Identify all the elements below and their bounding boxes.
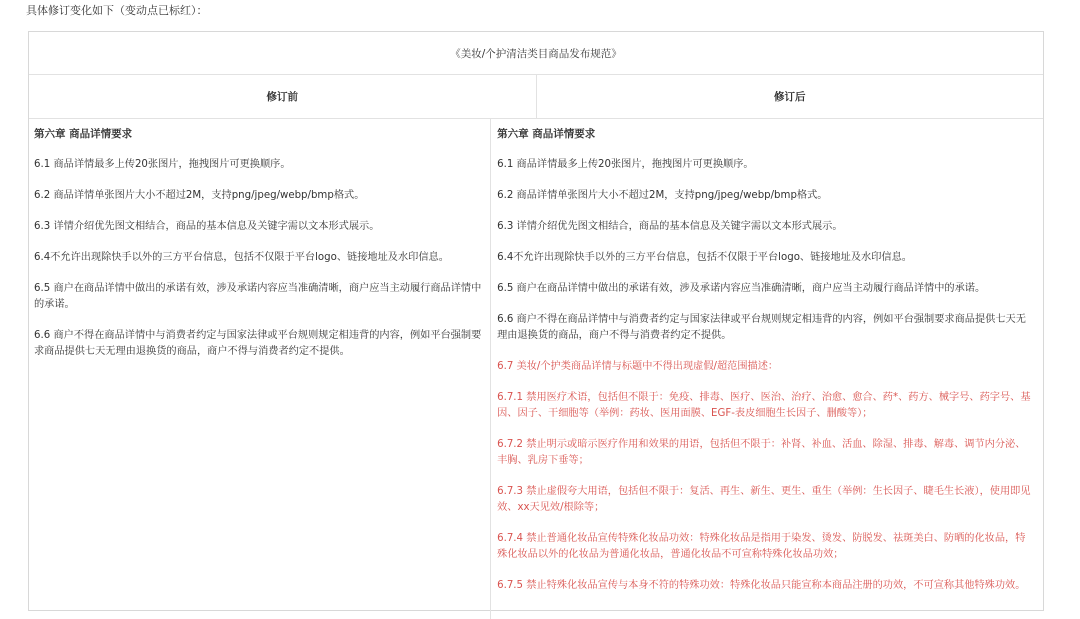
after-changed-item: 6.7.1 禁用医疗术语，包括但不限于：免疫、排毒、医疗、医治、治疗、治愈、愈合、药*、药方、械字号、药字号、基因、因子、干细胞等（举例：药妆、医用面膜、EGF-表皮细胞生长因子、删酸等）；: [497, 392, 1031, 419]
table-body-row: [29, 119, 1043, 619]
table-header-row: [29, 75, 1043, 119]
before-column: [29, 119, 491, 619]
after-changed-item: 6.7 美妆/个护类商品详情与标题中不得出现虚假/超范围描述：: [497, 361, 779, 372]
after-changed-item: 6.7.3 禁止虚假夸大用语，包括但不限于：复活、再生、新生、更生、重生（举例：生长因子、睫毛生长液），使用即见效、xx天见效/根除等；: [497, 486, 1031, 513]
intro-text: 具体修订变化如下（变动点已标红）：: [26, 4, 208, 17]
before-item: 6.6 商户不得在商品详情中与消费者约定与国家法律或平台规则规定相违背的内容，例如平台强制要求商品提供七天无理由退换货的商品，商户不得与消费者约定不提供。: [34, 330, 482, 357]
before-item: 6.2 商品详情单张图片大小不超过2M，支持png/jpeg/webp/bmp格式。: [34, 190, 365, 201]
after-item: 6.2 商品详情单张图片大小不超过2M，支持png/jpeg/webp/bmp格式。: [497, 190, 828, 201]
after-chapter-title: 第六章 商品详情要求: [497, 128, 596, 140]
before-chapter-title: 第六章 商品详情要求: [34, 128, 133, 140]
after-item: 6.1 商品详情最多上传20张图片，拖拽图片可更换顺序。: [497, 159, 754, 170]
revision-table: [28, 31, 1044, 611]
after-changed-item: 6.7.4 禁止普通化妆品宣传特殊化妆品功效：特殊化妆品是指用于染发、烫发、防脱发、祛斑美白、防晒的化妆品，特殊化妆品以外的化妆品为普通化妆品，普通化妆品不可宣称特殊化妆品功效；: [497, 533, 1026, 560]
after-item: 6.3 详情介绍优先图文相结合，商品的基本信息及关键字需以文本形式展示。: [497, 221, 843, 232]
before-item: 6.3 详情介绍优先图文相结合，商品的基本信息及关键字需以文本形式展示。: [34, 221, 380, 232]
before-item: 6.4不允许出现除快手以外的三方平台信息，包括不仅限于平台logo、链接地址及水印信息。: [34, 252, 449, 263]
after-item: 6.4不允许出现除快手以外的三方平台信息，包括不仅限于平台logo、链接地址及水印信息。: [497, 252, 912, 263]
after-changed-item: 6.7.5 禁止特殊化妆品宣传与本身不符的特殊功效：特殊化妆品只能宣称本商品注册的功效，不可宣称其他特殊功效。: [497, 580, 1026, 591]
header-before: 修订前: [29, 75, 537, 118]
after-item: 6.5 商户在商品详情中做出的承诺有效，涉及承诺内容应当准确清晰，商户应当主动履行商品详情中的承诺。: [497, 283, 986, 294]
after-changed-item: 6.7.2 禁止明示或暗示医疗作用和效果的用语，包括但不限于：补肾、补血、活血、除湿、排毒、解毒、调节内分泌、丰胸、乳房下垂等；: [497, 439, 1026, 466]
after-item: 6.6 商户不得在商品详情中与消费者约定与国家法律或平台规则规定相违背的内容，例如平台强制要求商品提供七天无理由退换货的商品，商户不得与消费者约定不提供。: [497, 314, 1026, 341]
header-after: 修订后: [774, 91, 806, 103]
after-column: [491, 119, 1043, 619]
table-title: 《美妆/个护清洁类目商品发布规范》: [29, 32, 1043, 75]
before-item: 6.1 商品详情最多上传20张图片，拖拽图片可更换顺序。: [34, 159, 291, 170]
before-item: 6.5 商户在商品详情中做出的承诺有效，涉及承诺内容应当准确清晰，商户应当主动履行商品详情中的承诺。: [34, 283, 482, 310]
